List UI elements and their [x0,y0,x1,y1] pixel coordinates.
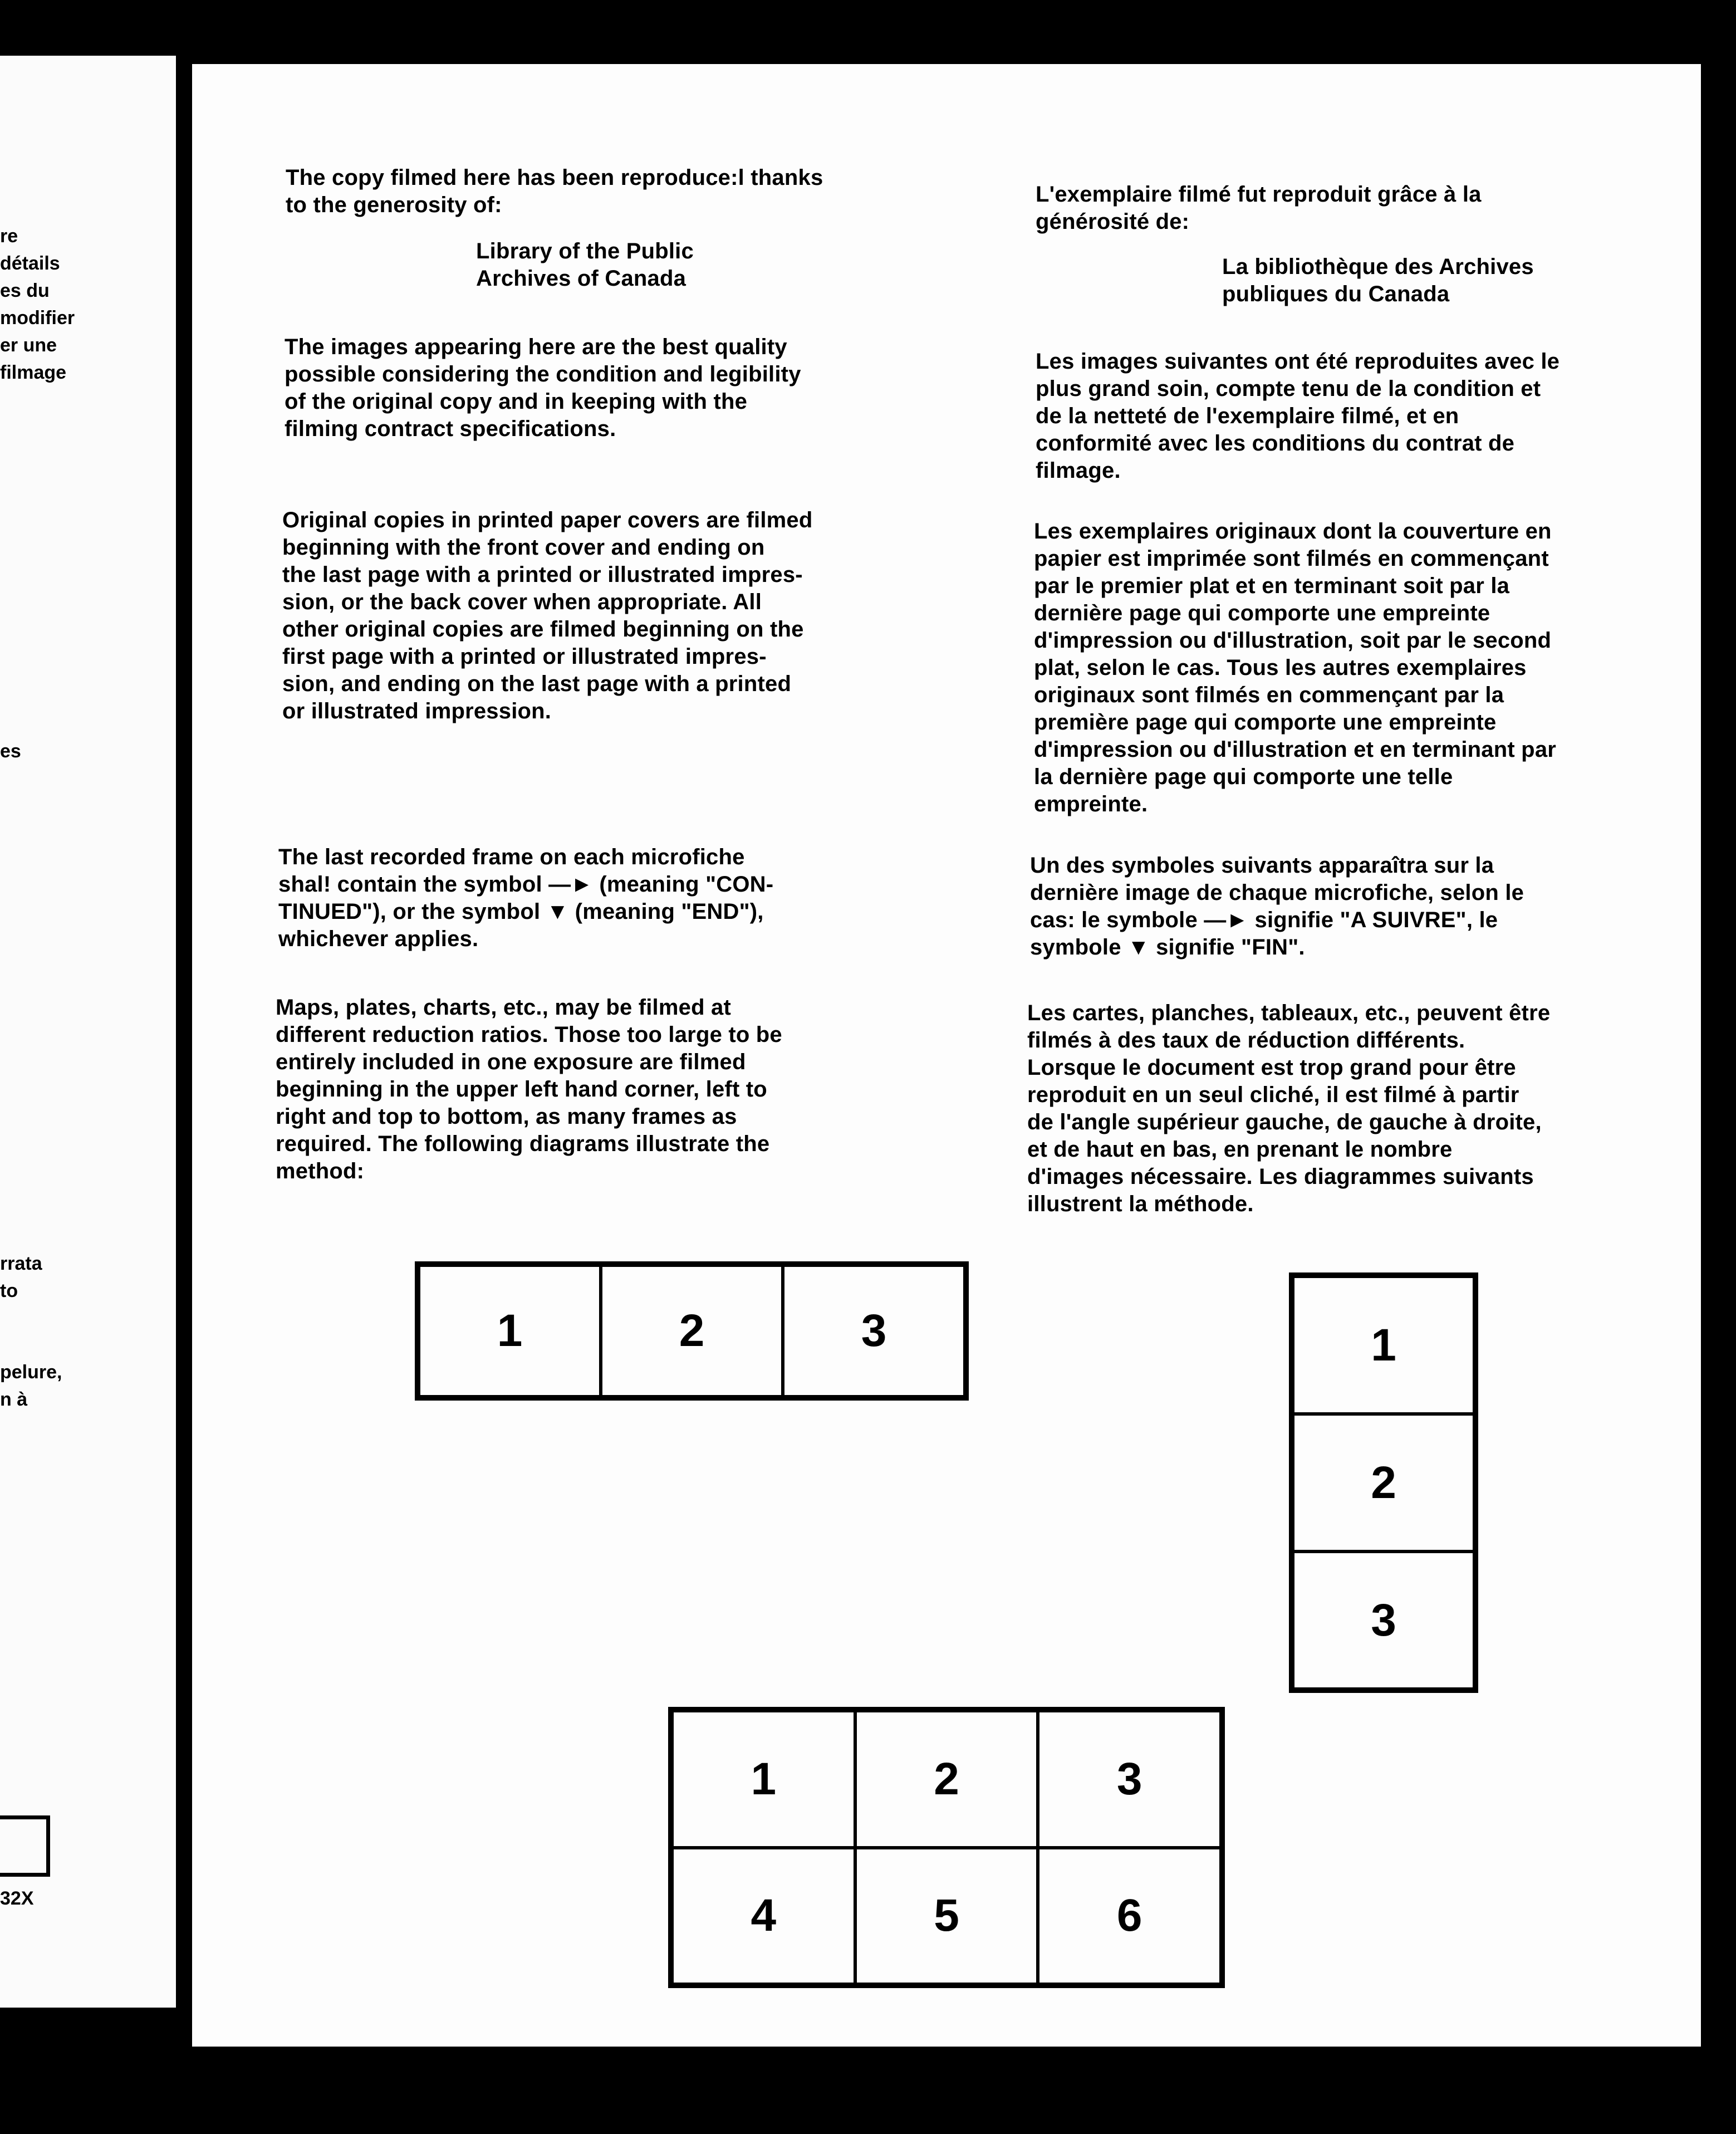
text-line: filmage. [1036,458,1121,483]
fragment-text: n à [0,1389,28,1410]
text-line: d'impression ou d'illustration et en terminant par [1034,737,1557,762]
text-line: dernière image de chaque microfiche, selon le [1030,880,1524,905]
fr-originals-paragraph [1034,518,1556,818]
text-line: sion, or the back cover when appropriate. All [282,590,762,614]
text-line: de la netteté de l'exemplaire filmé, et en [1036,404,1459,428]
fr-credit-intro [1036,181,1482,236]
text-line: The images appearing here are the best quality [285,335,787,359]
frame-cell: 6 [1038,1848,1221,1985]
text-line: plat, selon le cas. Tous les autres exemplaires [1034,655,1527,680]
frame-cell: 1 [1293,1276,1474,1414]
text-line: publiques du Canada [1222,282,1450,306]
fragment-text: rrata [0,1253,42,1274]
text-line: La bibliothèque des Archives [1222,254,1534,279]
horizontal-frames-diagram [415,1261,969,1401]
frame-cell: 5 [855,1848,1038,1985]
text-line: beginning with the front cover and ending on [282,535,765,560]
fr-quality-paragraph [1036,348,1560,484]
frame-box [0,1815,50,1877]
text-line: plus grand soin, compte tenu de la condition et [1036,376,1541,401]
text-line: other original copies are filmed beginning on the [282,617,804,642]
text-line: The last recorded frame on each microfiche [278,845,745,869]
frame-cell: 3 [1293,1551,1474,1689]
text-line: Original copies in printed paper covers are filmed [282,508,813,532]
en-credit-institution [476,238,694,292]
text-line: required. The following diagrams illustrate the [276,1132,770,1156]
frame-cell: 2 [601,1265,783,1397]
grid-frames-diagram [668,1707,1225,1988]
text-line: Library of the Public [476,239,694,263]
text-line: method: [276,1159,365,1183]
text-line: Maps, plates, charts, etc., may be filmed at [276,995,731,1020]
en-maps-paragraph [276,994,782,1185]
text-line: symbole ▼ signifie "FIN". [1030,935,1305,960]
main-page [192,64,1701,2047]
frame-cell: 3 [783,1265,965,1397]
fragment-text: 32X [0,1888,34,1909]
fragment-text: filmage [0,362,67,383]
text-line: whichever applies. [278,927,479,951]
text-line: shal! contain the symbol —► (meaning "CON- [278,872,774,897]
text-line: or illustrated impression. [282,699,552,723]
en-credit-intro [286,164,823,219]
text-line: sion, and ending on the last page with a printed [282,672,792,696]
frame-cell: 2 [855,1711,1038,1848]
text-line: reproduit en un seul cliché, il est filmé à partir [1027,1083,1519,1107]
frame-cell: 1 [419,1265,601,1397]
fragment-text: pelure, [0,1362,62,1383]
text-line: of the original copy and in keeping with the [285,389,748,414]
text-line: different reduction ratios. Those too large to be [276,1022,782,1047]
text-line: Les images suivantes ont été reproduites avec le [1036,349,1560,374]
text-line: beginning in the upper left hand corner, left to [276,1077,767,1102]
text-line: originaux sont filmés en commençant par la [1034,683,1504,707]
fragment-text: es du [0,280,50,301]
text-line: Lorsque le document est trop grand pour être [1027,1055,1516,1080]
fragment-text: modifier [0,307,75,329]
text-line: et de haut en bas, en prenant le nombre [1027,1137,1453,1162]
text-line: illustrent la méthode. [1027,1192,1254,1216]
text-line: dernière page qui comporte une empreinte [1034,601,1490,625]
text-line: The copy filmed here has been reproduce:l thanks [286,165,823,190]
fr-credit-institution [1222,253,1534,308]
en-quality-paragraph [285,334,801,443]
frame-cell: 1 [672,1711,855,1848]
text-line: the last page with a printed or illustrated impres- [282,562,803,587]
fragment-text: es [0,741,21,762]
adjacent-page-fragment [0,56,176,2008]
text-line: TINUED"), or the symbol ▼ (meaning "END"), [278,899,764,924]
text-line: générosité de: [1036,209,1190,234]
text-line: d'impression ou d'illustration, soit par le second [1034,628,1552,653]
fragment-text: to [0,1280,18,1301]
text-line: la dernière page qui comporte une telle [1034,765,1453,789]
fragment-text: détails [0,253,60,274]
text-line: to the generosity of: [286,193,502,217]
text-line: Les cartes, planches, tableaux, etc., peuvent être [1027,1001,1551,1025]
text-line: première page qui comporte une empreinte [1034,710,1497,735]
text-line: conformité avec les conditions du contrat de [1036,431,1515,456]
fr-symbols-paragraph [1030,852,1524,961]
text-line: filmés à des taux de réduction différents. [1027,1028,1465,1053]
text-line: de l'angle supérieur gauche, de gauche à droite, [1027,1110,1542,1134]
text-line: Un des symboles suivants apparaîtra sur la [1030,853,1494,878]
text-line: Archives of Canada [476,266,686,291]
text-line: filming contract specifications. [285,417,616,441]
en-originals-paragraph [282,507,813,725]
frame-cell: 2 [1293,1414,1474,1551]
text-line: first page with a printed or illustrated impres- [282,644,767,669]
text-line: right and top to bottom, as many frames as [276,1104,737,1129]
frame-cell: 4 [672,1848,855,1985]
frame-cell: 3 [1038,1711,1221,1848]
en-symbols-paragraph [278,844,773,953]
fragment-text: re [0,226,18,247]
text-line: L'exemplaire filmé fut reproduit grâce à la [1036,182,1482,207]
text-line: papier est imprimée sont filmés en commençant [1034,546,1549,571]
text-line: Les exemplaires originaux dont la couverture en [1034,519,1552,544]
text-line: d'images nécessaire. Les diagrammes suivants [1027,1164,1534,1189]
fragment-text: er une [0,335,57,356]
text-line: empreinte. [1034,792,1148,816]
text-line: cas: le symbole —► signifie "A SUIVRE", le [1030,908,1498,932]
text-line: possible considering the condition and legibility [285,362,801,386]
fr-maps-paragraph [1027,1000,1550,1218]
vertical-frames-diagram [1289,1272,1478,1693]
text-line: par le premier plat et en terminant soit par la [1034,574,1510,598]
text-line: entirely included in one exposure are filmed [276,1050,746,1074]
